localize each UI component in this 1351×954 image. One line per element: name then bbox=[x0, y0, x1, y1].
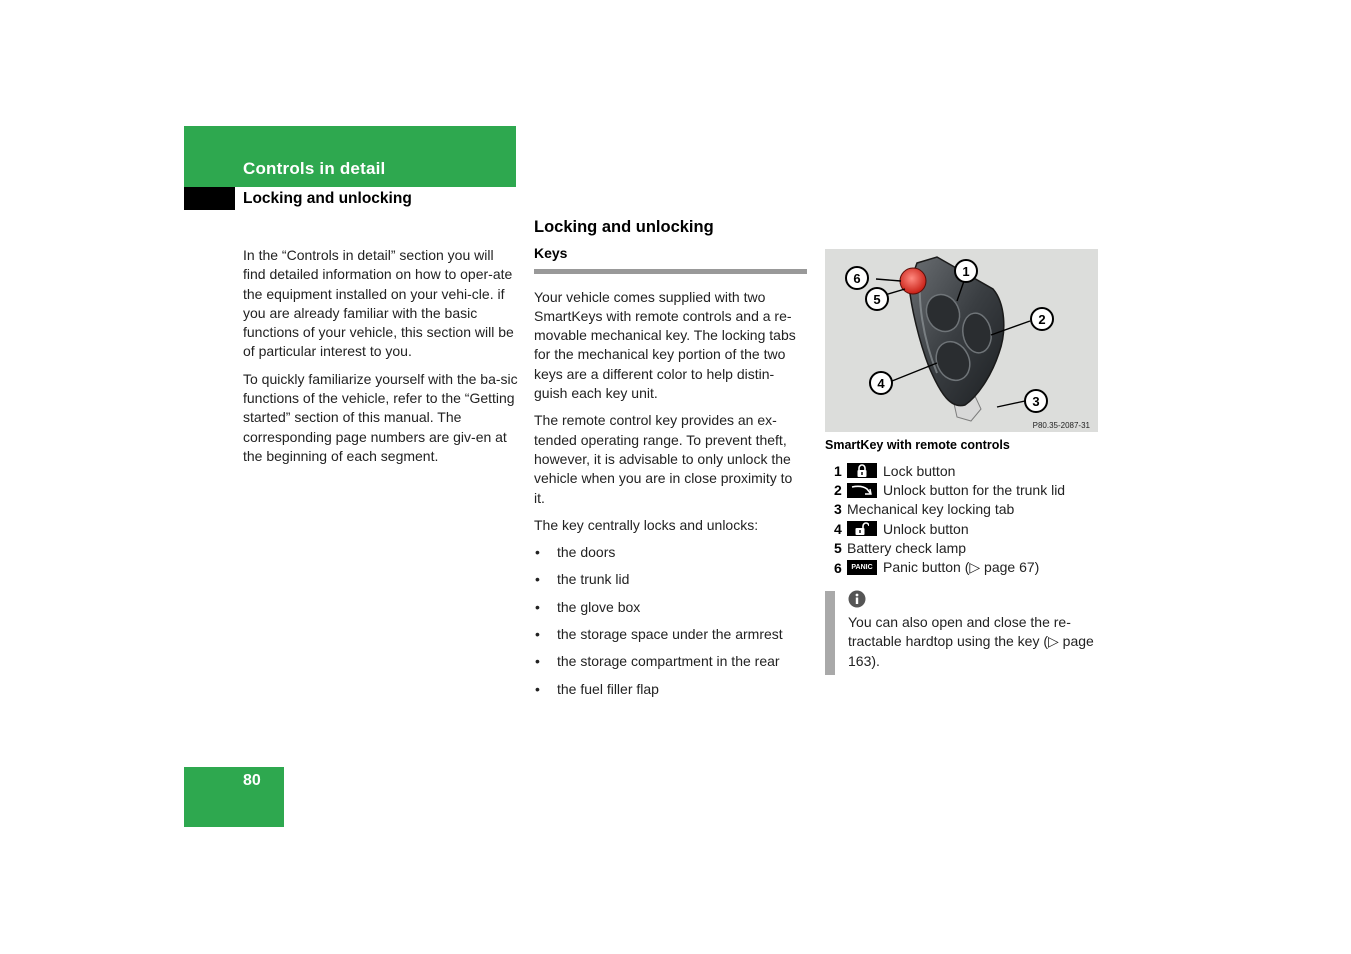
callout-5: 5 bbox=[873, 292, 881, 307]
legend-item bbox=[834, 500, 1104, 519]
legend-text: Lock button bbox=[883, 462, 956, 479]
info-icon bbox=[848, 590, 866, 608]
callout-6: 6 bbox=[853, 271, 861, 286]
legend-number: 2 bbox=[834, 482, 842, 499]
body-paragraph: The key centrally locks and unlocks: bbox=[534, 516, 759, 533]
page-number-box bbox=[184, 767, 284, 827]
chapter-title: Controls in detail bbox=[243, 159, 386, 178]
trunk-icon bbox=[847, 483, 877, 498]
legend-text: Unlock button bbox=[883, 520, 969, 537]
list-item: • the storage space under the armrest bbox=[534, 625, 807, 644]
legend-item bbox=[834, 480, 1104, 499]
bullet-list bbox=[534, 543, 807, 699]
figure-caption: SmartKey with remote controls bbox=[825, 438, 1010, 452]
list-item: • the storage compartment in the rear bbox=[534, 652, 807, 671]
legend-text: Panic button (▷ page 67) bbox=[883, 559, 1040, 576]
image-reference-code: P80.35-2087-31 bbox=[1032, 421, 1090, 430]
intro-paragraph: To quickly familiarize yourself with the ba-sic functions of the vehicle, refer to the “Getting started” section of this manual. The corresponding page numbers are giv-en at the beginning of each segment. bbox=[243, 370, 518, 464]
legend-number: 6 bbox=[834, 559, 842, 576]
legend-number: 5 bbox=[834, 540, 842, 557]
callout-2: 2 bbox=[1038, 312, 1046, 327]
intro-column bbox=[243, 246, 518, 474]
legend-text: Unlock button for the trunk lid bbox=[883, 482, 1066, 499]
main-column bbox=[534, 218, 807, 707]
legend-text: Mechanical key locking tab bbox=[847, 501, 1015, 518]
figure-legend bbox=[834, 461, 1104, 577]
keys-subheading: Keys bbox=[534, 245, 568, 262]
callout-3: 3 bbox=[1032, 394, 1040, 409]
legend-item bbox=[834, 539, 1104, 558]
list-item: • the fuel filler flap bbox=[534, 680, 807, 699]
legend-text: Battery check lamp bbox=[847, 540, 967, 557]
list-item: • the doors bbox=[534, 543, 807, 562]
unlock-icon bbox=[847, 521, 877, 536]
list-item: • the trunk lid bbox=[534, 570, 807, 589]
legend-number: 3 bbox=[834, 501, 842, 518]
legend-item bbox=[834, 461, 1104, 480]
legend-item bbox=[834, 558, 1104, 577]
subheading-rule bbox=[534, 269, 807, 274]
legend-number: 4 bbox=[834, 520, 842, 537]
panic-icon: PANIC bbox=[847, 560, 877, 575]
callout-4: 4 bbox=[877, 376, 885, 391]
main-heading: Locking and unlocking bbox=[534, 218, 714, 236]
page-number: 80 bbox=[243, 772, 261, 789]
section-marker bbox=[184, 187, 235, 210]
smartkey-illustration bbox=[825, 249, 1098, 432]
note-text: You can also open and close the re-tractable hardtop using the key (▷ page 163). bbox=[848, 614, 1094, 669]
body-paragraph: The remote control key provides an ex-tended operating range. To prevent theft, however, it is advisable to only unlock the vehicle when you are in close proximity to it. bbox=[534, 412, 793, 506]
legend-item bbox=[834, 519, 1104, 538]
callout-1: 1 bbox=[962, 264, 970, 279]
lock-icon bbox=[847, 463, 877, 478]
note-bar bbox=[825, 591, 835, 675]
smartkey-drawing bbox=[825, 249, 1098, 432]
intro-paragraph: In the “Controls in detail” section you will find detailed information on how to oper-ate the equipment installed on your vehi-cle. if you are already familiar with the basic functions of your vehicle, this section will be of particular interest to you. bbox=[243, 247, 514, 360]
body-paragraph: Your vehicle comes supplied with two SmartKeys with remote controls and a re-movable mechanical key. The locking tabs for the mechanical key portion of the two keys are a different color to help distin-guish each key unit. bbox=[534, 288, 796, 402]
list-item: • the glove box bbox=[534, 598, 807, 617]
section-title: Locking and unlocking bbox=[243, 190, 412, 207]
legend-number: 1 bbox=[834, 462, 842, 479]
